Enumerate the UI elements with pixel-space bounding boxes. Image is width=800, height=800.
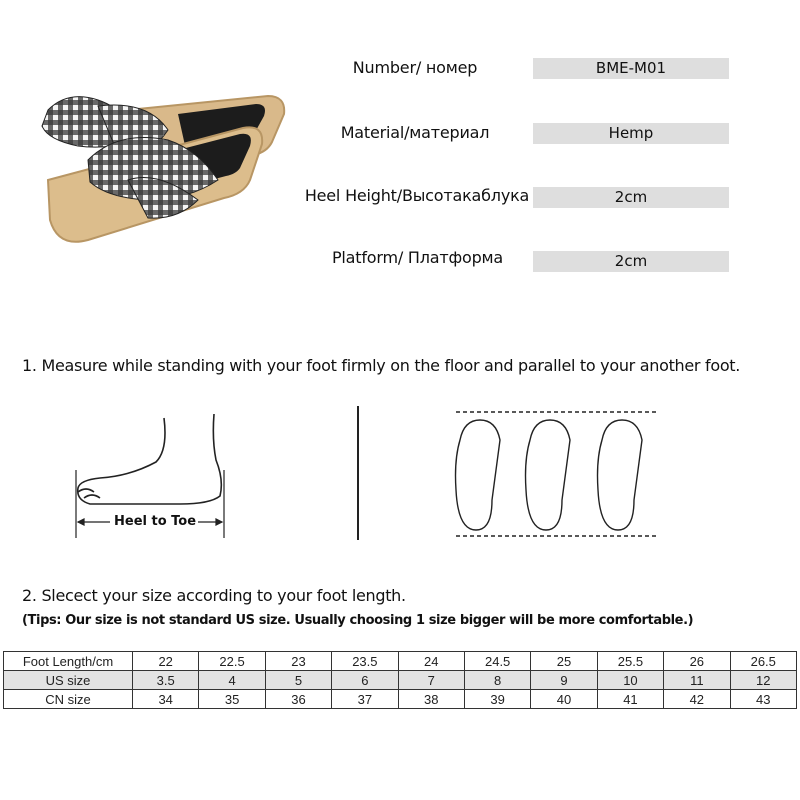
table-cell: 9 — [531, 671, 597, 690]
table-cell: 8 — [464, 671, 530, 690]
table-cell: 23 — [265, 652, 331, 671]
table-cell: 26 — [664, 652, 730, 671]
row-header: US size — [4, 671, 133, 690]
table-cell: 23.5 — [332, 652, 398, 671]
table-cell: 42 — [664, 690, 730, 709]
table-cell: 26.5 — [730, 652, 796, 671]
table-cell: 39 — [464, 690, 530, 709]
table-cell: 24.5 — [464, 652, 530, 671]
table-cell: 12 — [730, 671, 796, 690]
spec-value-number: BME-M01 — [533, 58, 729, 79]
table-cell: 5 — [265, 671, 331, 690]
table-cell: 38 — [398, 690, 464, 709]
table-row-cn-size — [4, 690, 797, 709]
row-header: CN size — [4, 690, 133, 709]
step-2-instruction: 2. Slecect your size according to your foot length. — [22, 586, 406, 605]
table-cell: 34 — [133, 690, 199, 709]
table-cell: 37 — [332, 690, 398, 709]
table-cell: 35 — [199, 690, 265, 709]
table-row-us-size — [4, 671, 797, 690]
table-cell: 24 — [398, 652, 464, 671]
product-photo — [28, 70, 298, 250]
table-cell: 43 — [730, 690, 796, 709]
table-cell: 11 — [664, 671, 730, 690]
spec-label-heel-height: Heel Height/Высотакаблука — [304, 186, 530, 205]
spec-label-number: Number/ номер — [352, 58, 478, 77]
spec-value-heel-height: 2cm — [533, 187, 729, 208]
table-cell: 25.5 — [597, 652, 663, 671]
spec-value-material: Hemp — [533, 123, 729, 144]
heel-to-toe-label: Heel to Toe — [114, 514, 197, 529]
table-cell: 22 — [133, 652, 199, 671]
table-cell: 4 — [199, 671, 265, 690]
table-cell: 36 — [265, 690, 331, 709]
table-cell: 40 — [531, 690, 597, 709]
table-cell: 7 — [398, 671, 464, 690]
top-view-feet — [456, 412, 657, 536]
table-cell: 41 — [597, 690, 663, 709]
spec-value-platform: 2cm — [533, 251, 729, 272]
size-chart-table — [3, 651, 797, 709]
row-header: Foot Length/cm — [4, 652, 133, 671]
spec-label-platform: Platform/ Платформа — [331, 248, 504, 267]
side-foot-drawing — [78, 414, 222, 504]
size-tips: (Tips: Our size is not standard US size. Usually choosing 1 size bigger will be more comfortable.) — [22, 613, 694, 628]
table-cell: 22.5 — [199, 652, 265, 671]
table-cell: 10 — [597, 671, 663, 690]
table-cell: 25 — [531, 652, 597, 671]
spec-label-material: Material/материал — [340, 123, 490, 142]
table-cell: 6 — [332, 671, 398, 690]
table-cell: 3.5 — [133, 671, 199, 690]
table-row-foot-length — [4, 652, 797, 671]
step-1-instruction: 1. Measure while standing with your foot firmly on the floor and parallel to your another foot. — [22, 356, 741, 375]
